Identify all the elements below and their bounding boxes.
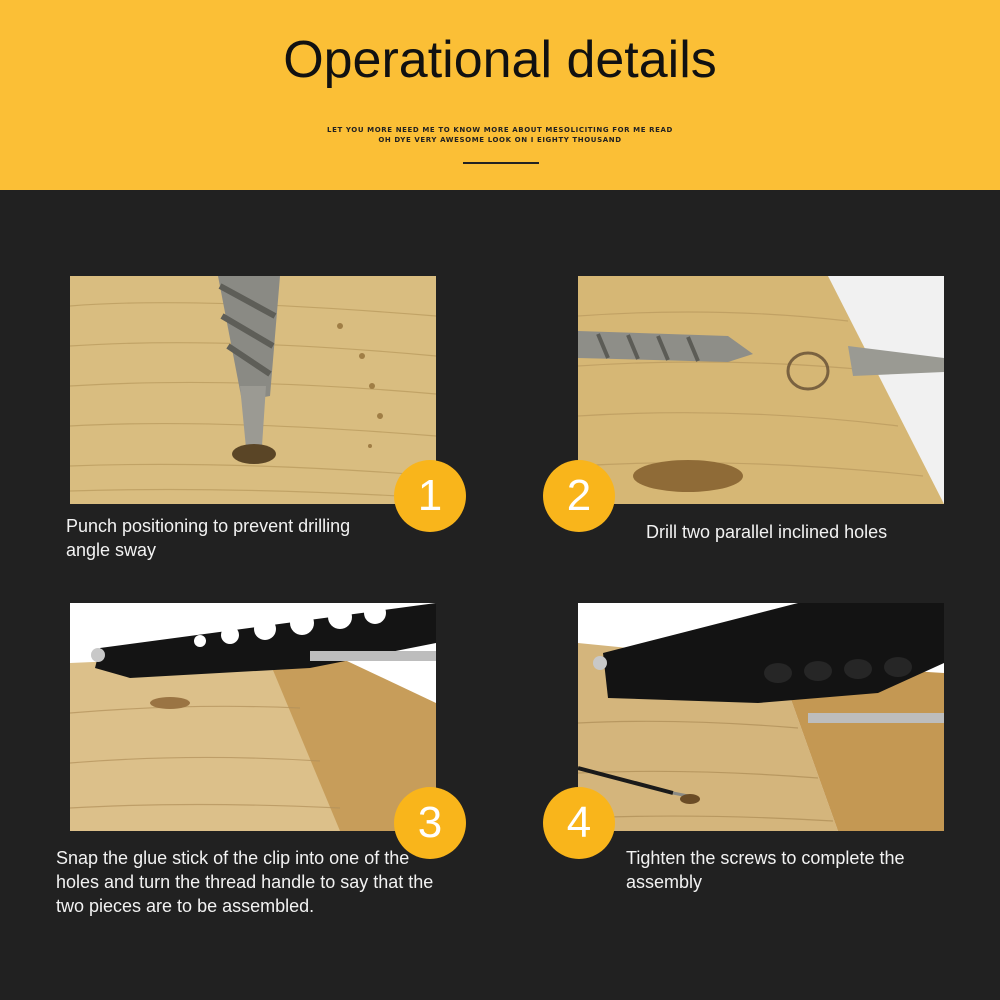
header-divider [463, 162, 539, 164]
step-1-badge: 1 [394, 460, 466, 532]
step-3-badge: 3 [394, 787, 466, 859]
subtitle-line-2: OH DYE VERY AWESOME LOOK ON I EIGHTY THOUSAND [378, 136, 622, 144]
step-4-photo [578, 603, 944, 831]
step-4-caption: Tighten the screws to complete the assembly [626, 848, 905, 892]
subtitle-line-1: LET YOU MORE NEED ME TO KNOW MORE ABOUT MESOLICITING FOR ME READ [327, 126, 673, 134]
page-title: Operational details [283, 31, 717, 89]
step-1-photo [70, 276, 436, 504]
step-2-badge: 2 [543, 460, 615, 532]
step-1-caption: Punch positioning to prevent drilling angle sway [66, 516, 351, 560]
step-2-photo [578, 276, 944, 504]
step-4-badge: 4 [543, 787, 615, 859]
step-3-photo [70, 603, 436, 831]
step-3-caption: Snap the glue stick of the clip into one of the holes and turn the thread handle to say that the two pieces are to be assembled. [56, 848, 434, 916]
step-2-caption: Drill two parallel inclined holes [646, 522, 888, 542]
